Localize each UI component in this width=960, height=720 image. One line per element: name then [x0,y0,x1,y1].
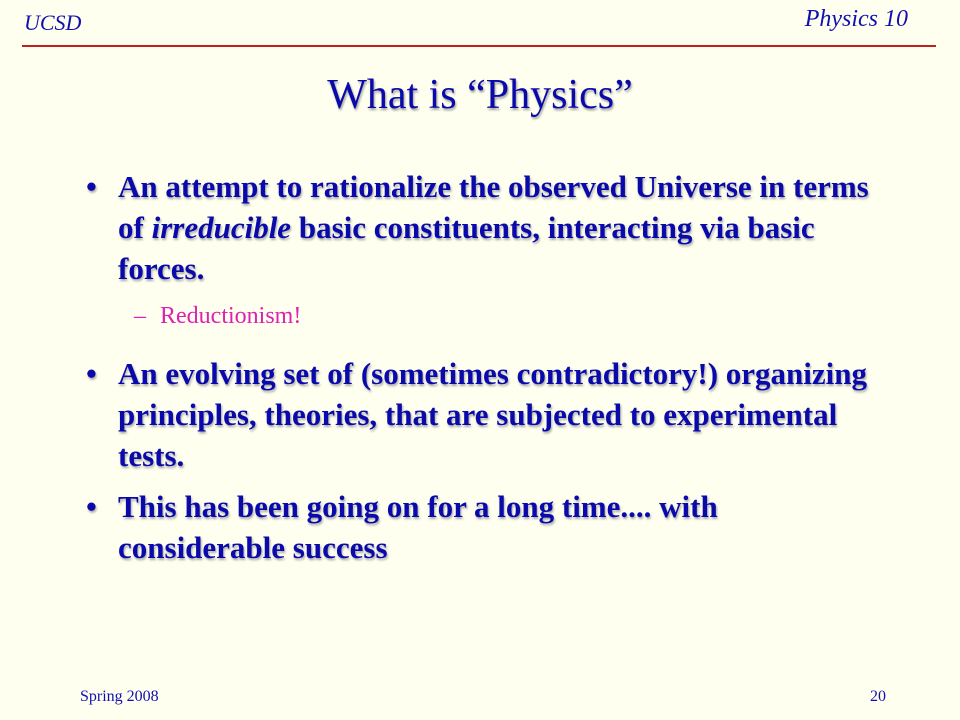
bullet-marker: • [86,489,97,524]
slide-title: What is “Physics” [327,72,633,118]
bullet-text: An evolving set of (sometimes contradictory!) organizing principles, theories, that are subjected to experimental tests. [118,356,868,473]
bullet-text-start: An attempt to rationalize the observed Universe in terms of [118,169,869,245]
sub-bullet-text: Reductionism! [160,303,302,329]
bullet-text-end: basic constituents, interacting via basic forces. [118,210,815,286]
bullet-text: This has been going on for a long time.... with considerable success [118,489,718,565]
sub-bullet-item [80,301,880,331]
bullet-marker: • [86,169,97,204]
slide-body [80,166,880,568]
header-course: Physics 10 [804,6,908,32]
header-institution: UCSD [24,10,82,35]
bullet-marker: • [86,356,97,391]
slide-number: 20 [870,688,886,705]
bullet-item [80,166,880,289]
footer-term: Spring 2008 [80,688,159,705]
header-divider [22,45,936,47]
bullet-emphasis: irreducible [151,210,292,245]
bullet-item [80,486,880,568]
bullet-item [80,353,880,476]
sub-bullet-marker: – [134,303,146,329]
